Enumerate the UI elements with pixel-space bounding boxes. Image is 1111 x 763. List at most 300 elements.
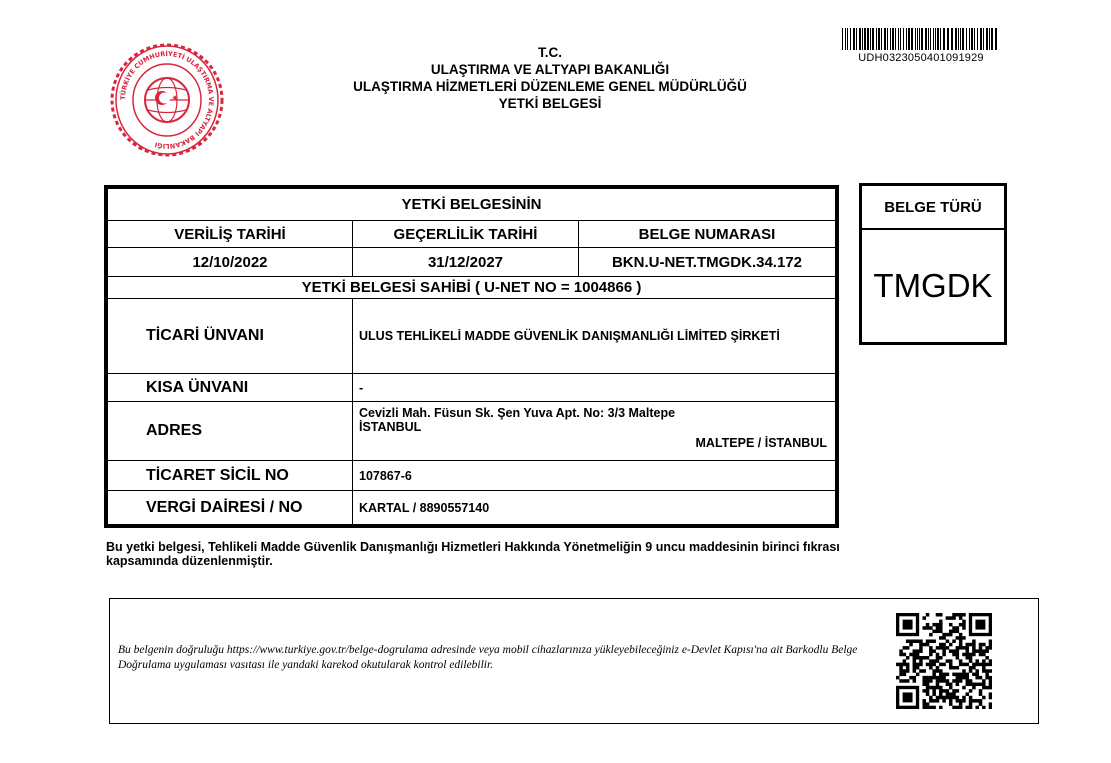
qr-module: [936, 669, 940, 673]
qr-module: [922, 616, 926, 620]
barcode-bar: [847, 28, 848, 50]
header-tc: T.C.: [537, 45, 562, 60]
qr-module: [906, 669, 910, 673]
qr-module: [975, 699, 979, 703]
qr-module: [929, 706, 933, 709]
qr-module: [949, 686, 953, 690]
qr-module: [975, 663, 979, 667]
qr-module: [926, 639, 930, 643]
qr-module: [962, 623, 966, 627]
qr-module: [975, 706, 979, 709]
qr-module: [949, 659, 953, 663]
qr-module: [932, 699, 936, 703]
barcode-bar: [986, 28, 988, 50]
qr-module: [926, 692, 930, 696]
barcode-bar: [930, 28, 931, 50]
qr-module: [932, 649, 936, 653]
qr-module: [899, 669, 903, 673]
qr-module: [926, 626, 930, 630]
qr-module: [949, 616, 953, 620]
qr-module: [919, 639, 923, 643]
qr-module: [969, 696, 973, 700]
qr-module: [926, 689, 930, 693]
barcode-bar: [903, 28, 904, 50]
qr-module: [922, 689, 926, 693]
qr-module: [922, 626, 926, 630]
qr-module: [903, 653, 907, 657]
barcode-bar: [935, 28, 936, 50]
qr-module: [922, 679, 926, 683]
qr-module: [936, 623, 940, 627]
qr-module: [989, 702, 992, 706]
barcode-bar: [966, 28, 967, 50]
tax-row: [108, 491, 835, 524]
qr-module: [926, 686, 930, 690]
barcode-bar: [853, 28, 855, 50]
qr-module: [939, 620, 943, 624]
qr-module: [952, 696, 956, 700]
qr-module: [952, 616, 956, 620]
qr-module: [926, 679, 930, 683]
qr-code[interactable]: [896, 613, 992, 709]
barcode-bar: [898, 28, 899, 50]
header-doc-title: YETKİ BELGESİ: [498, 96, 602, 111]
qr-module: [936, 686, 940, 690]
document-header: [300, 44, 800, 112]
qr-module: [939, 696, 943, 700]
qr-module: [985, 669, 989, 673]
qr-module: [946, 616, 950, 620]
qr-module: [949, 696, 953, 700]
qr-module: [942, 633, 946, 637]
barcode-bar: [919, 28, 920, 50]
qr-finder: [903, 620, 913, 630]
address-label: ADRES: [108, 402, 353, 460]
header-ministry: ULAŞTIRMA VE ALTYAPI BAKANLIĞI: [430, 62, 670, 77]
qr-module: [932, 686, 936, 690]
qr-module: [922, 702, 926, 706]
registry-label: TİCARET SİCİL NO: [108, 461, 353, 490]
qr-module: [899, 649, 903, 653]
qr-module: [949, 630, 953, 634]
short-name-row: [108, 374, 835, 402]
qr-module: [979, 649, 983, 653]
qr-module: [969, 666, 973, 670]
qr-module: [936, 626, 940, 630]
qr-module: [972, 686, 976, 690]
qr-module: [922, 643, 926, 647]
barcode-bar: [971, 28, 973, 50]
qr-module: [932, 676, 936, 680]
qr-module: [969, 669, 973, 673]
barcode-bar: [908, 28, 910, 50]
qr-module: [969, 643, 973, 647]
qr-module: [906, 666, 910, 670]
qr-module: [956, 649, 960, 653]
qr-module: [952, 706, 956, 709]
qr-module: [936, 676, 940, 680]
regulation-note: Bu yetki belgesi, Tehlikeli Madde Güvenlik Danışmanlığı Hizmetleri Hakkında Yönetmeliğin 9 uncu maddesinin birinci fıkrası kapsamında düzenlenmiştir.: [106, 540, 840, 568]
table-title-row: [108, 189, 835, 221]
qr-module: [962, 626, 966, 630]
qr-module: [982, 683, 986, 687]
qr-module: [952, 653, 956, 657]
qr-module: [952, 666, 956, 670]
qr-module: [952, 692, 956, 696]
qr-module: [926, 643, 930, 647]
holder-title: YETKİ BELGESİ SAHİBİ ( U-NET NO = 1004866 ): [301, 279, 642, 296]
qr-module: [939, 646, 943, 650]
qr-module: [989, 696, 992, 700]
qr-module: [946, 639, 950, 643]
qr-module: [972, 653, 976, 657]
barcode-bar: [892, 28, 894, 50]
qr-module: [906, 656, 910, 660]
qr-module: [982, 653, 986, 657]
qr-module: [939, 669, 943, 673]
doc-type-value: TMGDK: [873, 267, 993, 304]
qr-module: [946, 683, 950, 687]
barcode-bar: [881, 28, 882, 50]
issue-date: 12/10/2022: [108, 248, 353, 276]
barcode-bar: [983, 28, 984, 50]
qr-module: [952, 679, 956, 683]
table-title: YETKİ BELGESİNİN: [401, 196, 542, 213]
barcode-bar: [974, 28, 975, 50]
trade-name-value: ULUS TEHLİKELİ MADDE GÜVENLİK DANIŞMANLIĞI LİMİTED ŞİRKETİ: [359, 329, 780, 343]
barcode-bar: [977, 28, 978, 50]
trade-name-row: [108, 299, 835, 374]
qr-module: [966, 673, 970, 677]
barcode-bar: [878, 28, 880, 50]
qr-module: [956, 636, 960, 640]
qr-module: [926, 676, 930, 680]
qr-module: [932, 706, 936, 709]
qr-module: [952, 630, 956, 634]
qr-module: [952, 639, 956, 643]
qr-module: [949, 649, 953, 653]
qr-module: [956, 676, 960, 680]
qr-module: [939, 676, 943, 680]
qr-module: [982, 669, 986, 673]
qr-module: [899, 679, 903, 683]
qr-module: [936, 613, 940, 617]
qr-module: [939, 626, 943, 630]
qr-module: [936, 696, 940, 700]
qr-module: [939, 636, 943, 640]
qr-module: [932, 623, 936, 627]
doc-type-box: [859, 183, 1007, 345]
qr-module: [922, 656, 926, 660]
qr-module: [929, 659, 933, 663]
qr-module: [916, 663, 920, 667]
qr-module: [913, 659, 917, 663]
qr-module: [966, 683, 970, 687]
qr-module: [969, 683, 973, 687]
qr-module: [989, 679, 992, 683]
qr-module: [913, 663, 917, 667]
qr-module: [969, 656, 973, 660]
qr-module: [899, 673, 903, 677]
header-directorate: ULAŞTIRMA HİZMETLERİ DÜZENLEME GENEL MÜDÜRLÜĞÜ: [353, 79, 747, 94]
qr-module: [922, 676, 926, 680]
qr-module: [909, 676, 913, 680]
qr-module: [936, 653, 940, 657]
qr-module: [929, 696, 933, 700]
barcode-bar: [962, 28, 964, 50]
qr-module: [939, 656, 943, 660]
qr-module: [979, 643, 983, 647]
qr-module: [929, 686, 933, 690]
qr-module: [952, 626, 956, 630]
barcode-bar: [958, 28, 959, 50]
qr-module: [969, 702, 973, 706]
barcode-bar: [991, 28, 993, 50]
qr-module: [949, 692, 953, 696]
qr-module: [979, 663, 983, 667]
barcode-bar: [947, 28, 949, 50]
qr-module: [903, 646, 907, 650]
barcode-bar: [859, 28, 861, 50]
short-name-value: -: [359, 380, 364, 395]
qr-module: [929, 626, 933, 630]
qr-module: [959, 679, 963, 683]
qr-module: [942, 649, 946, 653]
barcode-bar: [906, 28, 907, 50]
qr-module: [929, 666, 933, 670]
qr-module: [966, 653, 970, 657]
barcode-bar: [845, 28, 846, 50]
qr-module: [969, 659, 973, 663]
qr-module: [939, 689, 943, 693]
qr-module: [922, 683, 926, 687]
qr-module: [936, 683, 940, 687]
qr-module: [929, 639, 933, 643]
qr-module: [959, 636, 963, 640]
qr-module: [952, 649, 956, 653]
qr-module: [966, 663, 970, 667]
qr-module: [982, 679, 986, 683]
qr-module: [985, 673, 989, 677]
qr-module: [949, 633, 953, 637]
qr-module: [936, 699, 940, 703]
qr-module: [939, 706, 943, 709]
qr-module: [936, 656, 940, 660]
table-header-row: [108, 221, 835, 248]
qr-module: [982, 663, 986, 667]
qr-module: [913, 676, 917, 680]
barcode-bar: [867, 28, 869, 50]
col-issue-date: VERİLİŞ TARİHİ: [108, 221, 353, 247]
qr-module: [926, 683, 930, 687]
qr-module: [962, 669, 966, 673]
qr-module: [966, 692, 970, 696]
barcode-bar: [900, 28, 901, 50]
qr-module: [942, 689, 946, 693]
qr-module: [926, 663, 930, 667]
qr-module: [939, 686, 943, 690]
qr-module: [906, 639, 910, 643]
qr-module: [919, 663, 923, 667]
qr-module: [926, 702, 930, 706]
qr-module: [972, 666, 976, 670]
qr-module: [913, 666, 917, 670]
qr-module: [939, 613, 943, 617]
short-name-label: KISA ÜNVANI: [108, 374, 353, 401]
qr-module: [942, 646, 946, 650]
qr-module: [896, 676, 900, 680]
address-line2: İSTANBUL: [359, 420, 422, 434]
barcode-bar: [876, 28, 877, 50]
qr-module: [932, 673, 936, 677]
qr-module: [972, 663, 976, 667]
qr-module: [982, 706, 986, 709]
qr-module: [962, 613, 966, 617]
qr-module: [929, 699, 933, 703]
barcode-bar: [887, 28, 888, 50]
qr-module: [949, 683, 953, 687]
qr-module: [956, 699, 960, 703]
qr-module: [946, 633, 950, 637]
qr-module: [959, 633, 963, 637]
qr-module: [949, 702, 953, 706]
barcode-bar: [890, 28, 891, 50]
qr-module: [979, 692, 983, 696]
qr-module: [959, 676, 963, 680]
qr-module: [962, 653, 966, 657]
qr-module: [946, 659, 950, 663]
qr-module: [989, 659, 992, 663]
qr-module: [956, 646, 960, 650]
barcode-bar: [933, 28, 934, 50]
qr-module: [989, 683, 992, 687]
qr-module: [903, 679, 907, 683]
qr-module: [913, 669, 917, 673]
qr-module: [949, 623, 953, 627]
qr-module: [962, 673, 966, 677]
qr-module: [959, 643, 963, 647]
qr-module: [899, 666, 903, 670]
qr-module: [966, 646, 970, 650]
qr-module: [929, 663, 933, 667]
qr-module: [962, 699, 966, 703]
qr-module: [919, 646, 923, 650]
qr-module: [975, 669, 979, 673]
qr-module: [903, 673, 907, 677]
barcode-bar: [951, 28, 953, 50]
barcode-bar: [980, 28, 982, 50]
holder-title-row: [108, 277, 835, 299]
qr-module: [985, 646, 989, 650]
qr-module: [936, 679, 940, 683]
qr-module: [946, 696, 950, 700]
qr-module: [936, 659, 940, 663]
barcode-bar: [955, 28, 957, 50]
qr-module: [956, 626, 960, 630]
qr-module: [979, 653, 983, 657]
qr-module: [942, 636, 946, 640]
qr-module: [932, 639, 936, 643]
qr-module: [919, 659, 923, 663]
qr-module: [946, 692, 950, 696]
barcode-bar: [995, 28, 997, 50]
qr-module: [972, 649, 976, 653]
barcode-bar: [925, 28, 927, 50]
qr-module: [959, 646, 963, 650]
qr-module: [959, 639, 963, 643]
qr-module: [962, 646, 966, 650]
qr-module: [949, 699, 953, 703]
qr-module: [903, 669, 907, 673]
qr-module: [929, 649, 933, 653]
qr-module: [932, 630, 936, 634]
qr-module: [936, 646, 940, 650]
qr-module: [979, 683, 983, 687]
qr-module: [989, 663, 992, 667]
barcode-bar: [862, 28, 863, 50]
barcode-bar: [884, 28, 886, 50]
qr-module: [962, 620, 966, 624]
verification-box: [109, 598, 1039, 724]
qr-module: [936, 666, 940, 670]
qr-module: [942, 676, 946, 680]
col-valid-until: GEÇERLİLİK TARİHİ: [353, 221, 579, 247]
qr-module: [946, 689, 950, 693]
barcode-bar: [960, 28, 961, 50]
qr-module: [926, 623, 930, 627]
qr-module: [966, 679, 970, 683]
qr-module: [979, 702, 983, 706]
qr-module: [982, 659, 986, 663]
qr-module: [932, 689, 936, 693]
qr-module: [926, 656, 930, 660]
qr-finder: [903, 692, 913, 702]
qr-module: [939, 663, 943, 667]
barcode-bar: [895, 28, 896, 50]
qr-module: [975, 683, 979, 687]
qr-module: [922, 699, 926, 703]
qr-module: [939, 643, 943, 647]
qr-module: [949, 663, 953, 667]
qr-module: [916, 649, 920, 653]
barcode-bar: [937, 28, 939, 50]
qr-module: [929, 679, 933, 683]
barcode-bar: [928, 28, 929, 50]
qr-module: [979, 676, 983, 680]
qr-module: [926, 613, 930, 617]
qr-module: [959, 702, 963, 706]
qr-module: [966, 676, 970, 680]
qr-module: [949, 643, 953, 647]
qr-module: [982, 649, 986, 653]
qr-module: [942, 696, 946, 700]
qr-module: [919, 669, 923, 673]
barcode-bar: [940, 28, 941, 50]
tax-label: VERGİ DAİRESİ / NO: [108, 491, 353, 524]
qr-module: [929, 653, 933, 657]
qr-module: [896, 663, 900, 667]
qr-module: [966, 706, 970, 709]
qr-module: [932, 663, 936, 667]
qr-module: [979, 646, 983, 650]
qr-module: [956, 673, 960, 677]
qr-module: [913, 656, 917, 660]
barcode-bar: [943, 28, 945, 50]
qr-module: [929, 676, 933, 680]
qr-module: [956, 613, 960, 617]
qr-module: [929, 646, 933, 650]
qr-module: [972, 639, 976, 643]
